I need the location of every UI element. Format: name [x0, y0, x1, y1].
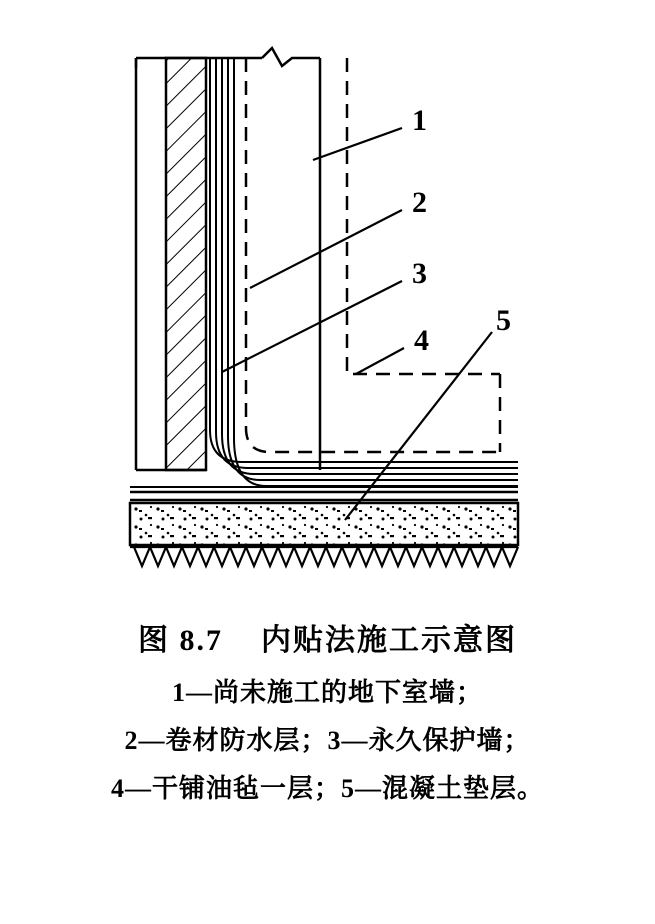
leader-line-4	[356, 348, 404, 374]
label-2: 2	[412, 186, 427, 219]
leader-line-1	[313, 128, 402, 160]
subgrade-soil-hatching	[130, 547, 518, 566]
basement-wall-hatched-region	[166, 58, 206, 470]
label-5: 5	[496, 304, 511, 337]
legend-line-3: 4—干铺油毡一层；5—混凝土垫层。	[110, 774, 544, 803]
leader-line-3	[222, 281, 402, 372]
legend-line-2: 2—卷材防水层；3—永久保护墙；	[124, 726, 531, 755]
figure-legend	[0, 669, 655, 813]
label-4: 4	[414, 324, 429, 357]
legend-line-1: 1—尚未施工的地下室墙；	[171, 678, 483, 707]
concrete-cushion-layer-region	[130, 503, 518, 545]
future-wall-dashed-lines	[246, 58, 500, 452]
label-1: 1	[412, 104, 427, 137]
waterproof-membrane-lines	[210, 58, 518, 486]
number-label-group	[412, 104, 511, 357]
label-3: 3	[412, 257, 427, 290]
figure-caption-block	[0, 615, 655, 813]
dry-laid-felt-layer-lines	[130, 487, 518, 500]
diagram-geometry	[130, 48, 518, 566]
figure-title: 图 8.7 内贴法施工示意图	[138, 624, 517, 657]
leader-line-2	[250, 210, 402, 288]
